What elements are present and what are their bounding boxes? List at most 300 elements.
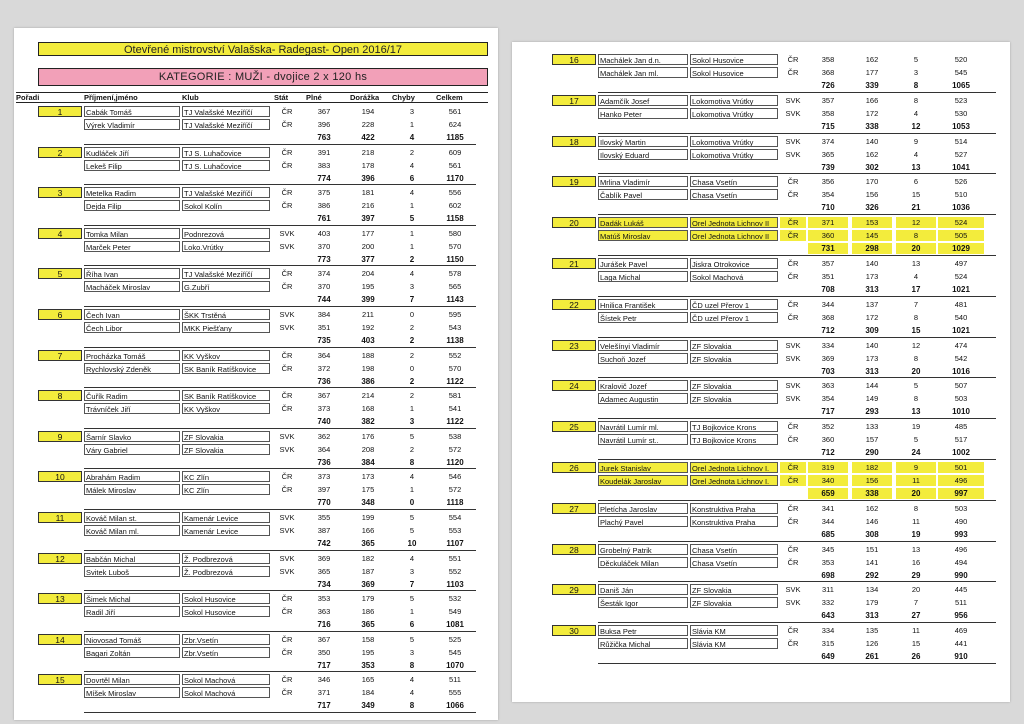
error-count: 0 <box>409 310 415 319</box>
state-code: ČR <box>281 147 293 157</box>
player-name: Marček Peter <box>84 241 180 252</box>
table-row <box>14 553 498 564</box>
sum-row <box>512 243 1010 254</box>
state-code: SVK <box>785 394 801 404</box>
error-count: 8 <box>409 457 415 467</box>
player-name: Kováč Milan ml. <box>84 525 180 536</box>
state-code: SVK <box>785 149 801 159</box>
state-code: ČR <box>281 485 293 495</box>
player-name: Daniš Ján <box>598 584 688 595</box>
error-count: 20 <box>896 243 936 254</box>
total-score: 469 <box>954 626 968 636</box>
player-name: Buksa Petr <box>598 625 688 636</box>
group-divider <box>84 144 476 145</box>
full-score: 761 <box>317 214 331 224</box>
group-divider <box>84 387 476 388</box>
club-name: Konstruktiva Praha <box>690 503 778 514</box>
error-count: 27 <box>911 611 921 621</box>
total-score: 561 <box>448 160 462 170</box>
clear-score: 135 <box>865 626 879 636</box>
result-group <box>512 625 1010 666</box>
error-count: 13 <box>911 259 921 268</box>
sum-row <box>14 457 498 468</box>
clear-score: 144 <box>865 381 879 391</box>
group-divider <box>598 663 996 664</box>
table-row <box>14 119 498 130</box>
player-name: Procházka Tomáš <box>84 350 180 361</box>
result-group <box>14 431 498 472</box>
total-score: 578 <box>448 269 462 279</box>
state-code: SVK <box>279 310 295 319</box>
group-divider <box>84 265 476 266</box>
table-row <box>14 647 498 658</box>
total-score: 1107 <box>446 539 464 548</box>
sum-row <box>14 132 498 143</box>
error-count: 8 <box>913 312 919 322</box>
clear-score: 178 <box>361 160 375 170</box>
rank-badge: 5 <box>38 268 82 279</box>
results-sheet-right <box>512 42 1010 702</box>
sum-row <box>512 162 1010 173</box>
full-score: 643 <box>821 611 835 621</box>
total-score: 511 <box>955 598 967 608</box>
group-divider <box>84 671 476 672</box>
full-score: 773 <box>317 254 331 264</box>
player-name: Niovosad Tomáš <box>84 634 180 645</box>
error-count: 3 <box>409 107 415 116</box>
club-name: Kamenár Levice <box>182 512 270 523</box>
error-count: 1 <box>409 404 415 414</box>
club-name: SK Baník Ratíškovice <box>182 390 270 401</box>
group-divider <box>598 337 996 338</box>
full-score: 356 <box>821 177 835 187</box>
total-score: 1158 <box>446 214 464 224</box>
full-score: 364 <box>317 444 331 454</box>
clear-score: 149 <box>865 394 879 404</box>
state-code: ČR <box>281 647 293 657</box>
group-divider <box>598 500 996 501</box>
club-name: TJ Valašské Meziříčí <box>182 119 270 130</box>
state-code: ČR <box>787 516 799 526</box>
club-name: ŠKK Trstěná <box>182 309 270 320</box>
player-name: Laga Michal <box>598 271 688 282</box>
state-code: SVK <box>785 340 801 350</box>
clear-score: 146 <box>865 516 879 526</box>
result-group <box>512 421 1010 462</box>
clear-score: 134 <box>865 585 879 595</box>
total-score: 496 <box>938 475 984 486</box>
clear-score: 397 <box>361 214 375 224</box>
full-score: 362 <box>317 431 331 441</box>
clear-score: 403 <box>361 336 375 345</box>
table-row <box>512 340 1010 351</box>
full-score: 332 <box>821 598 835 608</box>
club-name: TJ Valašské Meziříčí <box>182 106 270 117</box>
club-name: TJ Bojkovice Krons <box>690 421 778 432</box>
full-score: 386 <box>317 201 331 211</box>
table-row <box>512 312 1010 323</box>
full-score: 334 <box>821 626 835 636</box>
rank-badge: 28 <box>552 544 596 555</box>
result-group <box>14 593 498 634</box>
total-score: 956 <box>954 611 968 621</box>
clear-score: 162 <box>865 55 879 64</box>
total-score: 445 <box>954 585 968 595</box>
state-code: ČR <box>281 688 293 698</box>
club-name: Jiskra Otrokovice <box>690 258 778 269</box>
club-name: Orel Jednota Lichnov I. <box>690 462 778 473</box>
full-score: 353 <box>821 557 835 567</box>
result-group <box>512 176 1010 217</box>
clear-score: 326 <box>865 203 879 213</box>
rank-badge: 1 <box>38 106 82 117</box>
player-name: Tomka Milan <box>84 228 180 239</box>
clear-score: 353 <box>361 660 375 670</box>
rank-badge: 7 <box>38 350 82 361</box>
error-count: 4 <box>409 269 415 279</box>
club-name: Orel Jednota Lichnov II <box>690 230 778 241</box>
club-name: Ž. Podbrezová <box>182 553 270 564</box>
table-row <box>14 241 498 252</box>
error-count: 3 <box>409 647 415 657</box>
rank-badge: 23 <box>552 340 596 351</box>
clear-score: 195 <box>361 647 375 657</box>
state-code: SVK <box>785 353 801 363</box>
error-count: 2 <box>409 323 415 332</box>
state-code: ČR <box>281 363 293 373</box>
state-code: ČR <box>787 55 799 64</box>
sum-row <box>512 284 1010 295</box>
state-code: ČR <box>780 230 806 241</box>
club-name: Slávia KM <box>690 625 778 636</box>
state-code: ČR <box>787 259 799 268</box>
error-count: 2 <box>409 254 415 264</box>
page-title: Otevřené mistrovství Valašska- Radegast- Open 2016/17 <box>38 42 488 56</box>
full-score: 736 <box>317 376 331 386</box>
player-name: Váry Gabriel <box>84 444 180 455</box>
table-row <box>512 462 1010 473</box>
clear-score: 166 <box>361 526 375 535</box>
group-divider <box>598 92 996 93</box>
club-name: Podnrezová <box>182 228 270 239</box>
table-row <box>14 687 498 698</box>
full-score: 370 <box>317 282 331 292</box>
error-count: 8 <box>913 353 919 363</box>
results-sheet-left <box>14 28 498 720</box>
total-score: 541 <box>448 404 462 414</box>
group-divider <box>598 296 996 297</box>
error-count: 8 <box>409 660 415 670</box>
full-score: 346 <box>317 675 331 685</box>
clear-score: 199 <box>361 513 375 522</box>
state-code: ČR <box>281 594 293 604</box>
error-count: 1 <box>409 241 415 251</box>
total-score: 556 <box>448 188 462 198</box>
result-group <box>512 258 1010 299</box>
clear-score: 308 <box>865 529 879 539</box>
club-name: ČD uzel Přerov 1 <box>690 299 778 310</box>
player-name: Lekeš Filip <box>84 160 180 171</box>
full-score: 341 <box>821 503 835 513</box>
group-divider <box>84 509 476 510</box>
header-full: Plné <box>306 93 322 102</box>
full-score: 739 <box>821 162 835 172</box>
total-score: 1021 <box>952 285 970 294</box>
clear-score: 126 <box>865 639 879 649</box>
clear-score: 399 <box>361 295 375 305</box>
error-count: 13 <box>911 162 921 172</box>
rank-badge: 17 <box>552 95 596 106</box>
error-count: 8 <box>409 701 415 711</box>
sum-row <box>512 80 1010 91</box>
table-row <box>14 322 498 333</box>
player-name: Pletícha Jaroslav <box>598 503 688 514</box>
clear-score: 165 <box>361 675 375 685</box>
clear-score: 151 <box>865 544 879 554</box>
clear-score: 194 <box>361 107 375 116</box>
total-score: 1143 <box>446 295 464 305</box>
rank-badge: 29 <box>552 584 596 595</box>
full-score: 717 <box>317 660 331 670</box>
total-score: 520 <box>954 55 968 64</box>
full-score: 374 <box>821 136 835 146</box>
error-count: 4 <box>409 188 415 198</box>
table-row <box>14 106 498 117</box>
state-code: SVK <box>279 323 295 332</box>
club-name: KC Zlín <box>182 484 270 495</box>
error-count: 4 <box>913 272 919 281</box>
sum-row <box>14 660 498 671</box>
player-name: Velešínyi Vladimír <box>598 340 688 351</box>
total-score: 1010 <box>952 407 970 417</box>
total-score: 525 <box>448 634 462 644</box>
total-score: 910 <box>954 652 968 662</box>
error-count: 5 <box>409 513 415 522</box>
error-count: 20 <box>911 366 921 376</box>
clear-score: 173 <box>865 272 879 281</box>
club-name: Sokol Husovice <box>690 67 778 78</box>
total-score: 1122 <box>446 417 464 427</box>
clear-score: 184 <box>361 688 375 698</box>
total-score: 441 <box>954 639 968 649</box>
club-name: ZF Slovakia <box>690 597 778 608</box>
total-score: 1066 <box>446 701 464 711</box>
sum-row <box>14 173 498 184</box>
sum-row <box>512 447 1010 458</box>
total-score: 1041 <box>952 162 970 172</box>
club-name: TJ S. Luhačovice <box>182 160 270 171</box>
result-group <box>14 390 498 431</box>
error-count: 12 <box>911 121 921 131</box>
total-score: 565 <box>448 282 462 292</box>
state-code: SVK <box>279 513 295 522</box>
table-row <box>14 160 498 171</box>
table-row <box>512 393 1010 404</box>
total-score: 552 <box>448 350 462 360</box>
club-name: Zbr.Vsetín <box>182 647 270 658</box>
result-group <box>512 462 1010 503</box>
rank-badge: 3 <box>38 187 82 198</box>
player-name: Rychlovský Zdeněk <box>84 363 180 374</box>
club-name: Chasa Vsetín <box>690 189 778 200</box>
category-title: KATEGORIE : MUŽI - dvojice 2 x 120 hs <box>38 68 488 86</box>
player-name: Metelka Radim <box>84 187 180 198</box>
sum-row <box>14 497 498 508</box>
clear-score: 396 <box>361 173 375 183</box>
error-count: 0 <box>409 363 415 373</box>
state-code: ČR <box>780 475 806 486</box>
full-score: 344 <box>821 516 835 526</box>
clear-score: 162 <box>865 149 879 159</box>
full-score: 357 <box>821 259 835 268</box>
error-count: 1 <box>409 607 415 617</box>
result-group <box>14 309 498 350</box>
total-score: 581 <box>448 391 462 401</box>
rank-badge: 16 <box>552 54 596 65</box>
sum-row <box>14 294 498 305</box>
error-count: 2 <box>409 336 415 345</box>
table-row <box>512 544 1010 555</box>
state-code: ČR <box>787 177 799 187</box>
sum-row <box>14 335 498 346</box>
error-count: 7 <box>409 295 415 305</box>
clear-score: 172 <box>865 312 879 322</box>
club-name: Lokomotiva Vrútky <box>690 149 778 160</box>
total-score: 1036 <box>952 203 970 213</box>
table-row <box>512 380 1010 391</box>
error-count: 8 <box>913 394 919 404</box>
full-score: 363 <box>317 607 331 617</box>
clear-score: 186 <box>361 607 375 617</box>
clear-score: 204 <box>361 269 375 279</box>
group-divider <box>598 214 996 215</box>
state-code: SVK <box>279 566 295 576</box>
error-count: 1 <box>409 228 415 238</box>
full-score: 712 <box>821 448 835 458</box>
club-name: Sokol Husovice <box>182 606 270 617</box>
error-count: 5 <box>913 55 919 64</box>
full-score: 387 <box>317 526 331 535</box>
state-code: ČR <box>787 544 799 554</box>
state-code: ČR <box>787 299 799 309</box>
table-row <box>512 557 1010 568</box>
full-score: 717 <box>821 407 835 417</box>
clear-score: 177 <box>361 228 375 238</box>
error-count: 11 <box>912 626 920 636</box>
state-code: SVK <box>279 444 295 454</box>
player-name: Suchoň Jozef <box>598 353 688 364</box>
table-row <box>14 147 498 158</box>
full-score: 351 <box>821 272 835 281</box>
player-name: Dovrtěl Milan <box>84 674 180 685</box>
clear-score: 166 <box>865 95 879 105</box>
club-name: KK Vyškov <box>182 350 270 361</box>
clear-score: 153 <box>852 217 892 228</box>
full-score: 763 <box>317 133 331 142</box>
full-score: 367 <box>317 634 331 644</box>
error-count: 0 <box>409 498 415 508</box>
error-count: 4 <box>913 149 919 159</box>
player-name: Dejda Filip <box>84 200 180 211</box>
total-score: 997 <box>938 488 984 499</box>
clear-score: 228 <box>361 120 375 129</box>
group-divider <box>598 377 996 378</box>
total-score: 474 <box>954 340 968 350</box>
club-name: ZF Slovakia <box>690 584 778 595</box>
total-score: 503 <box>954 503 968 513</box>
clear-score: 349 <box>361 701 375 711</box>
error-count: 24 <box>911 448 921 458</box>
state-code: ČR <box>787 557 799 567</box>
state-code: ČR <box>787 639 799 649</box>
player-name: Koudelák Jaroslav <box>598 475 688 486</box>
result-group <box>512 217 1010 258</box>
player-name: Čablík Pavel <box>598 189 688 200</box>
clear-score: 140 <box>865 136 879 146</box>
error-count: 20 <box>896 488 936 499</box>
full-score: 370 <box>317 241 331 251</box>
rank-badge: 22 <box>552 299 596 310</box>
state-code: ČR <box>281 391 293 401</box>
total-score: 570 <box>448 363 462 373</box>
total-score: 496 <box>954 544 968 554</box>
clear-score: 208 <box>361 444 375 454</box>
sum-row <box>512 366 1010 377</box>
error-count: 26 <box>911 652 921 662</box>
full-score: 355 <box>317 513 331 522</box>
full-score: 367 <box>317 107 331 116</box>
player-name: Trávníček Jiří <box>84 403 180 414</box>
error-count: 6 <box>913 177 919 187</box>
state-code: SVK <box>785 585 801 595</box>
table-row <box>14 187 498 198</box>
player-name: Abrahám Radim <box>84 471 180 482</box>
full-score: 712 <box>821 325 835 335</box>
clear-score: 290 <box>865 448 879 458</box>
total-score: 510 <box>954 190 968 200</box>
table-row <box>14 200 498 211</box>
state-code: ČR <box>787 68 799 77</box>
player-name: Radil Jiří <box>84 606 180 617</box>
error-count: 4 <box>913 108 919 118</box>
state-code: ČR <box>787 312 799 322</box>
full-score: 403 <box>317 228 331 238</box>
error-count: 13 <box>911 544 921 554</box>
state-code: ČR <box>787 626 799 636</box>
club-name: Sokol Machová <box>690 271 778 282</box>
state-code: ČR <box>787 422 799 432</box>
state-code: ČR <box>281 201 293 211</box>
total-score: 507 <box>954 381 968 391</box>
total-score: 572 <box>448 485 462 495</box>
error-count: 5 <box>409 594 415 604</box>
full-score: 369 <box>317 553 331 563</box>
rank-badge: 24 <box>552 380 596 391</box>
full-score: 375 <box>317 188 331 198</box>
group-divider <box>84 631 476 632</box>
player-name: Svitek Luboš <box>84 566 180 577</box>
error-count: 4 <box>409 133 415 142</box>
rank-badge: 4 <box>38 228 82 239</box>
full-score: 715 <box>821 121 835 131</box>
player-name: Říha Ivan <box>84 268 180 279</box>
total-score: 524 <box>938 217 984 228</box>
error-count: 1 <box>409 201 415 211</box>
result-group <box>14 674 498 715</box>
header-club: Klub <box>182 93 199 102</box>
total-score: 993 <box>954 529 968 539</box>
sum-row <box>14 416 498 427</box>
